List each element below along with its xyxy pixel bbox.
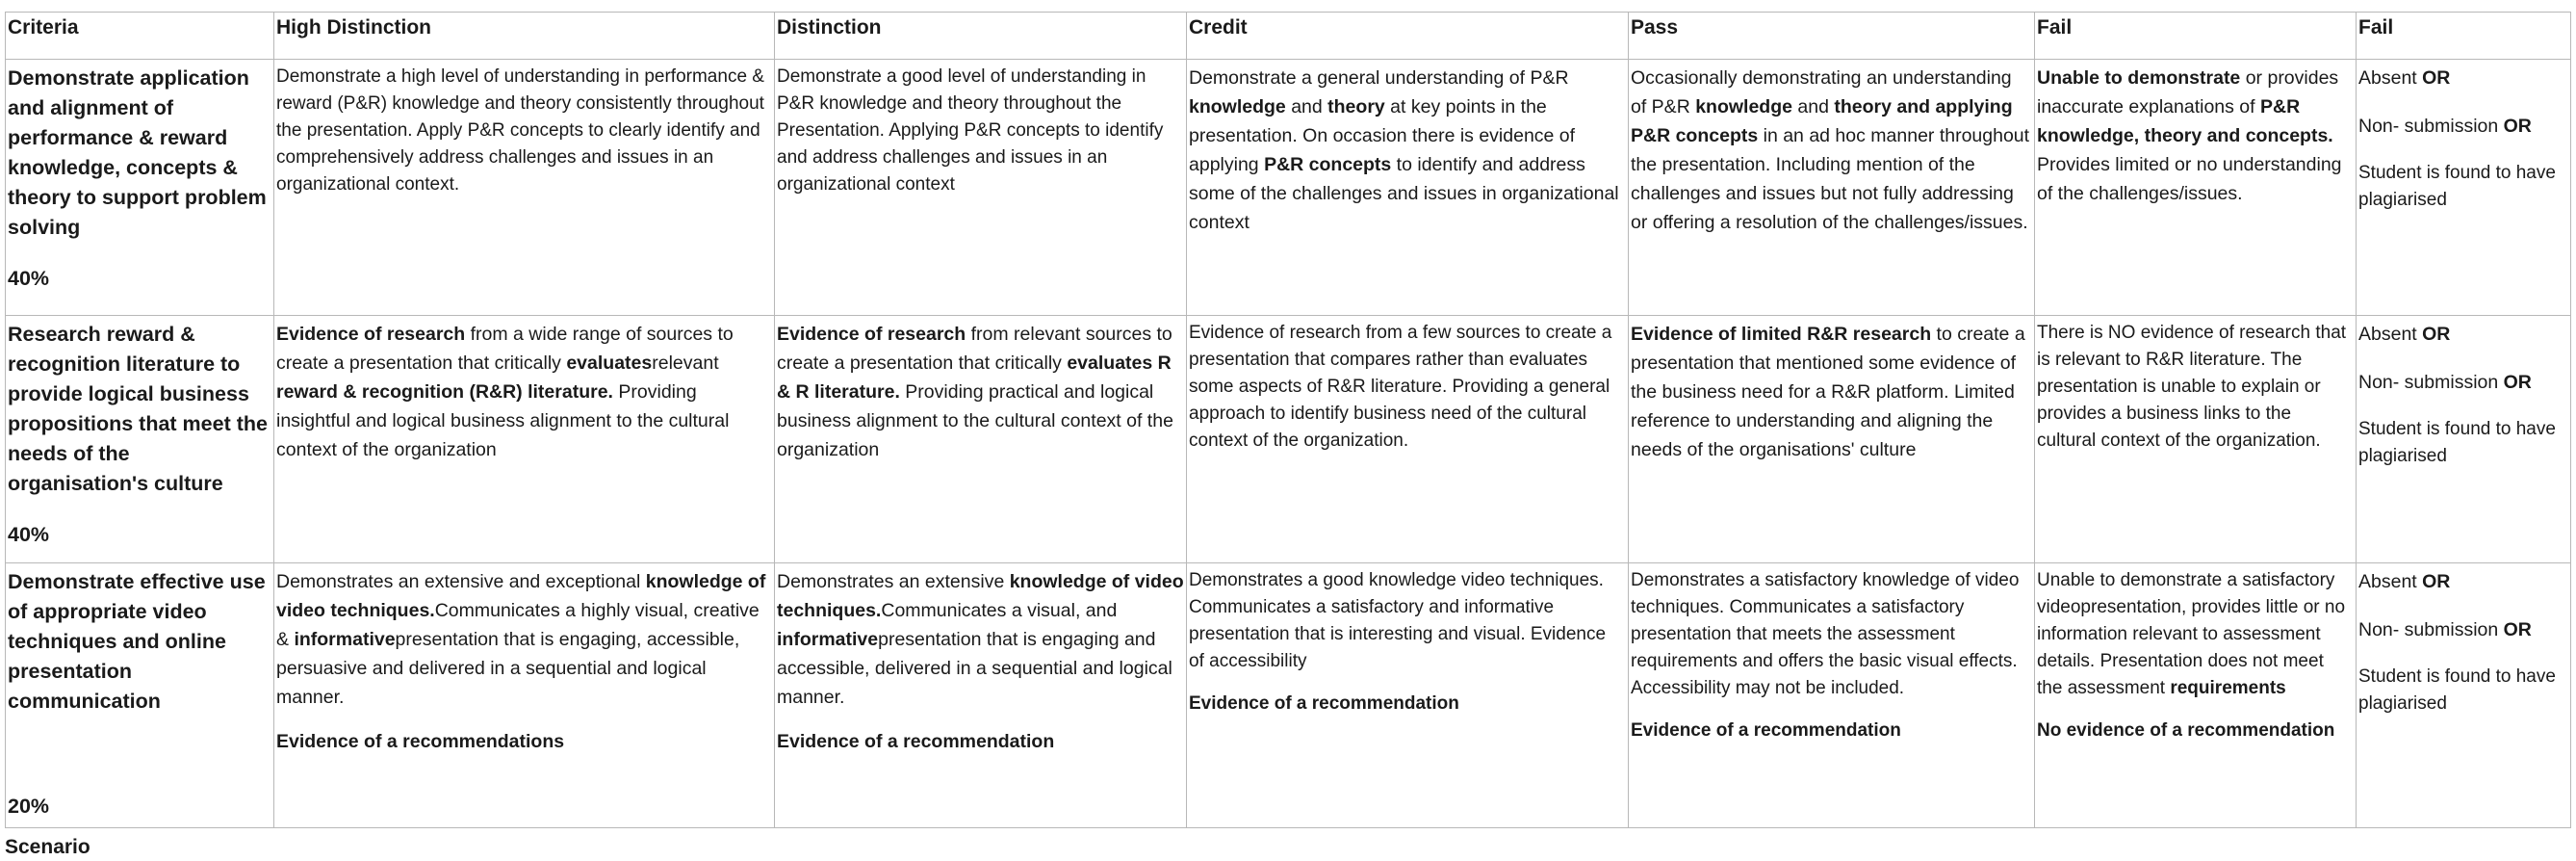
non-submission-text: Non- submission (2358, 116, 2504, 137)
fail-cell (2035, 60, 2357, 316)
fail-cell (2035, 563, 2357, 828)
descriptor-text: Demonstrates an extensive (777, 571, 1010, 592)
absent-line (2358, 320, 2568, 349)
criterion-text: Research reward & recognition literature to provide logical business propositions that meet the needs of the organisation's culture (8, 323, 268, 495)
descriptor-bold: informative (294, 629, 396, 650)
descriptor-bold: theory and applying P&R concepts (1631, 96, 2013, 146)
descriptor-text: Demonstrate a good level of understanding in P&R knowledge and theory throughout the Presentation. Applying P&R concepts to identify and address challenges and issues in an organizational context (777, 66, 1164, 195)
scenario-heading: Scenario (5, 836, 90, 858)
descriptor-bold: Evidence of limited R&R research (1631, 324, 1932, 345)
descriptor-bold: knowledge of video techniques. (276, 571, 766, 621)
descriptor-bold: evaluates (566, 352, 653, 374)
descriptor-text: to create a presentation that mentioned some evidence of the business need for a R&R platform. Limited reference to understanding and aligning the needs of the organisations' culture (1631, 324, 2025, 460)
plagiarised-text: Student is found to have plagiarised (2358, 666, 2556, 714)
descriptor-bold: knowledge (1695, 96, 1792, 117)
descriptor-text: Demonstrate a general understanding of P&R (1189, 67, 1569, 89)
descriptor-text: Demonstrate a high level of understanding in performance & reward (P&R) knowledge and theory consistently throughout the presentation. Apply P&R concepts to clearly identify and comprehensively address challenges and issues in an organizational context. (276, 66, 764, 195)
descriptor-text: to identify and address some of the challenges and issues in organizational context (1189, 154, 1619, 233)
descriptor-text: from a wide range of sources to create a presentation that critically (276, 324, 734, 374)
descriptor-bold: P&R concepts (1264, 154, 1392, 175)
or-text: OR (2503, 372, 2532, 393)
descriptor-text: in an ad hoc manner throughout the presentation. Including mention of the challenges and issues but not fully addressing or offering a resolution of the challenges/issues. (1631, 125, 2030, 233)
absent-text: Absent (2358, 67, 2423, 89)
non-submission-line (2358, 368, 2568, 397)
or-text: OR (2422, 67, 2451, 89)
fail-2-cell (2357, 316, 2571, 563)
descriptor-text: Providing practical and logical business alignment to the cultural context of the organization (777, 381, 1173, 460)
descriptor-bold: Evidence of research (777, 324, 966, 345)
plagiarised-text: Student is found to have plagiarised (2358, 163, 2556, 210)
header-criteria: Criteria (6, 13, 274, 60)
or-text: OR (2422, 571, 2451, 592)
recommendation-text: No evidence of a recommendation (2037, 720, 2335, 741)
criterion-text: Demonstrate effective use of appropriate video techniques and online presentation communication (8, 570, 266, 713)
descriptor-text: Communicates a highly visual, creative & (276, 600, 760, 650)
descriptor-bold: P&R knowledge, theory and concepts. (2037, 96, 2333, 146)
high-distinction-cell (274, 563, 775, 828)
descriptor-text: Provides limited or no understanding of the challenges/issues. (2037, 154, 2342, 204)
pass-cell (1629, 563, 2035, 828)
recommendation-text: Evidence of a recommendation (1631, 720, 1901, 741)
descriptor-text: There is NO evidence of research that is relevant to R&R literature. The presentation is unable to explain or provides a business links to the cultural context of the organization. (2037, 323, 2347, 451)
distinction-cell (775, 316, 1187, 563)
pass-cell (1629, 60, 2035, 316)
descriptor-text: Evidence of research from a few sources to create a presentation that compares rather than evaluates some aspects of R&R literature. Providing a general approach to identify business need of the cultural context of the organization. (1189, 323, 1612, 451)
or-text: OR (2422, 324, 2451, 345)
criterion-weight: 20% (8, 795, 50, 818)
descriptor-bold: Unable to demonstrate (2037, 67, 2241, 89)
high-distinction-cell (274, 60, 775, 316)
non-submission-text: Non- submission (2358, 619, 2504, 640)
header-fail-2: Fail (2357, 13, 2571, 60)
descriptor-text: at key points in the presentation. On occasion there is evidence of applying (1189, 96, 1576, 175)
criterion-weight: 40% (8, 267, 50, 290)
header-fail: Fail (2035, 13, 2357, 60)
descriptor-text: Demonstrates a satisfactory knowledge of video techniques. Communicates a satisfactory presentation that meets the assessment requirements and offers the basic visual effects. Accessibility may not be included. (1631, 570, 2020, 698)
descriptor-text: Unable to demonstrate a satisfactory videopresentation, provides little or no information relevant to assessment details. Presentation does not meet the assessment (2037, 570, 2346, 698)
criterion-text: Demonstrate application and alignment of performance & reward knowledge, concepts & theory to support problem solving (8, 66, 267, 239)
non-submission-line (2358, 615, 2568, 644)
descriptor-text: from relevant sources to create a presentation that critically (777, 324, 1172, 374)
descriptor-text: relevant (652, 352, 719, 374)
table-row (6, 316, 2571, 563)
descriptor-text: presentation that is engaging, accessible, persuasive and delivered in a sequential and logical manner. (276, 629, 740, 708)
criterion-cell (6, 60, 274, 316)
absent-text: Absent (2358, 324, 2423, 345)
credit-cell (1187, 60, 1629, 316)
distinction-cell (775, 563, 1187, 828)
descriptor-text: Providing insightful and logical business alignment to the cultural context of the organization (276, 381, 730, 460)
descriptor-text: presentation that is engaging and accessible, delivered in a sequential and logical manner. (777, 629, 1172, 708)
descriptor-bold: reward & recognition (R&R) literature. (276, 381, 613, 403)
marking-rubric-table (5, 12, 2571, 828)
header-row (6, 13, 2571, 60)
criterion-cell (6, 563, 274, 828)
descriptor-text: and (1791, 96, 1835, 117)
header-distinction: Distinction (775, 13, 1187, 60)
table-row (6, 563, 2571, 828)
header-pass: Pass (1629, 13, 2035, 60)
absent-text: Absent (2358, 571, 2423, 592)
descriptor-text: or provides inaccurate explanations of (2037, 67, 2339, 117)
header-high-distinction: High Distinction (274, 13, 775, 60)
descriptor-text: Occasionally demonstrating an understanding of P&R (1631, 67, 2012, 117)
pass-cell (1629, 316, 2035, 563)
absent-line (2358, 64, 2568, 92)
descriptor-text: Demonstrates a good knowledge video techniques. Communicates a satisfactory and informative presentation that is interesting and visual. Evidence of accessibility (1189, 570, 1607, 671)
fail-2-cell (2357, 563, 2571, 828)
non-submission-line (2358, 112, 2568, 141)
descriptor-bold: requirements (2170, 678, 2286, 698)
descriptor-text: Communicates a visual, and (881, 600, 1118, 621)
fail-2-cell (2357, 60, 2571, 316)
credit-cell (1187, 563, 1629, 828)
header-credit: Credit (1187, 13, 1629, 60)
recommendation-text: Evidence of a recommendation (777, 731, 1055, 752)
distinction-cell (775, 60, 1187, 316)
recommendation-text: Evidence of a recommendations (276, 731, 565, 752)
recommendation-text: Evidence of a recommendation (1189, 693, 1459, 714)
descriptor-bold: knowledge (1189, 96, 1286, 117)
descriptor-bold: informative (777, 629, 879, 650)
high-distinction-cell (274, 316, 775, 563)
table-row (6, 60, 2571, 316)
plagiarised-text: Student is found to have plagiarised (2358, 419, 2556, 466)
criterion-weight: 40% (8, 523, 50, 546)
fail-cell (2035, 316, 2357, 563)
descriptor-text: Demonstrates an extensive and exceptional (276, 571, 646, 592)
or-text: OR (2503, 619, 2532, 640)
criterion-cell (6, 316, 274, 563)
descriptor-bold: theory (1327, 96, 1385, 117)
credit-cell (1187, 316, 1629, 563)
descriptor-text: and (1285, 96, 1328, 117)
non-submission-text: Non- submission (2358, 372, 2504, 393)
descriptor-bold: Evidence of research (276, 324, 466, 345)
descriptor-bold: knowledge of video techniques. (777, 571, 1184, 621)
or-text: OR (2503, 116, 2532, 137)
absent-line (2358, 567, 2568, 596)
descriptor-bold: evaluates R & R literature. (777, 352, 1172, 403)
